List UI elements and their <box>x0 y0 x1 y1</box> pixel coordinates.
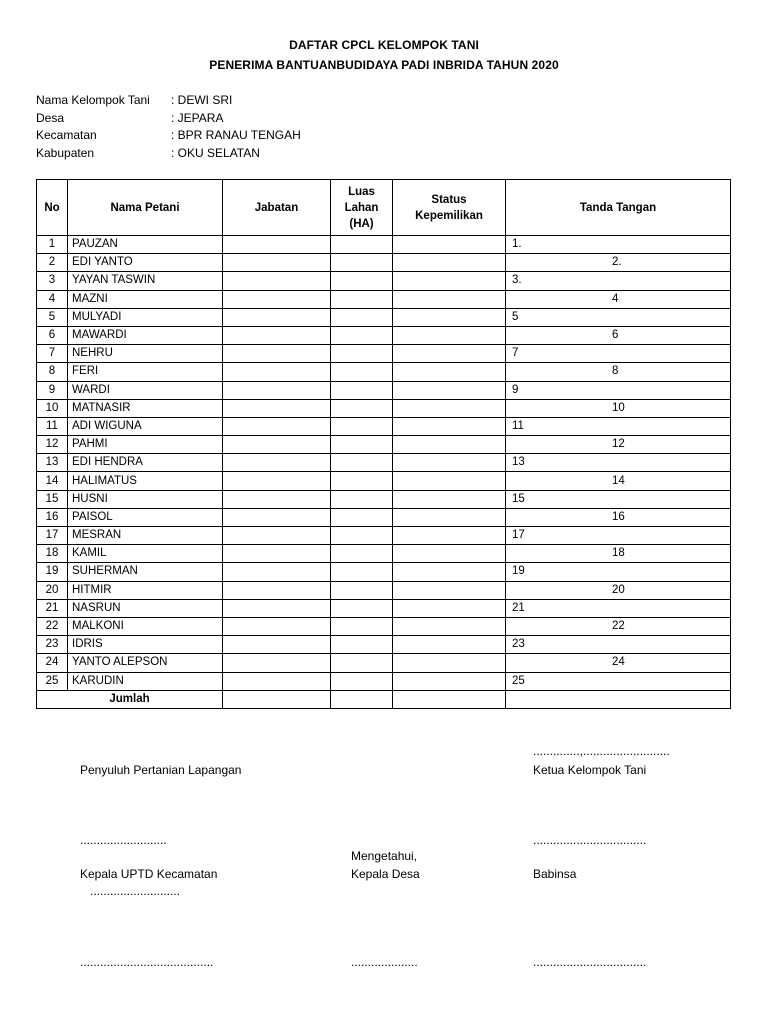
signature-cell: 23 <box>506 636 731 654</box>
row-number: 18 <box>37 545 68 563</box>
ownership-status-cell <box>393 617 506 635</box>
row-number: 11 <box>37 417 68 435</box>
signature-cell: 16 <box>506 508 731 526</box>
signature-cell: 24 <box>506 654 731 672</box>
land-area-cell <box>331 636 393 654</box>
table-row <box>37 326 731 344</box>
position-cell <box>223 617 331 635</box>
header-no: No <box>37 180 68 236</box>
info-row-district <box>36 127 301 145</box>
ownership-status-cell <box>393 654 506 672</box>
position-cell <box>223 672 331 690</box>
info-value: : OKU SELATAN <box>171 145 260 160</box>
farmer-name: EDI YANTO <box>68 254 223 272</box>
table-row <box>37 290 731 308</box>
farmer-name: HUSNI <box>68 490 223 508</box>
land-area-cell <box>331 654 393 672</box>
signature-cell: 6 <box>506 326 731 344</box>
farmer-name: MAWARDI <box>68 326 223 344</box>
table-row <box>37 454 731 472</box>
row-number: 22 <box>37 617 68 635</box>
farmer-name: ADI WIGUNA <box>68 417 223 435</box>
header-position: Jabatan <box>223 180 331 236</box>
position-cell <box>223 527 331 545</box>
ownership-status-cell <box>393 490 506 508</box>
position-cell <box>223 272 331 290</box>
farmer-name: PAHMI <box>68 436 223 454</box>
header-land-area <box>331 180 393 236</box>
row-number: 24 <box>37 654 68 672</box>
signature-cell: 17 <box>506 527 731 545</box>
row-number: 6 <box>37 326 68 344</box>
uptd-signature-line: ........................................ <box>80 955 214 969</box>
total-row <box>37 690 731 708</box>
land-area-cell <box>331 545 393 563</box>
table-row <box>37 636 731 654</box>
land-area-cell <box>331 399 393 417</box>
land-area-cell <box>331 672 393 690</box>
signature-cell: 7 <box>506 345 731 363</box>
table-row <box>37 436 731 454</box>
info-label: Kecamatan <box>36 128 97 142</box>
ownership-status-cell <box>393 472 506 490</box>
table-row <box>37 417 731 435</box>
group-info <box>36 92 301 162</box>
land-area-cell <box>331 381 393 399</box>
position-cell <box>223 508 331 526</box>
farmer-name: YANTO ALEPSON <box>68 654 223 672</box>
row-number: 3 <box>37 272 68 290</box>
row-number: 16 <box>37 508 68 526</box>
position-cell <box>223 454 331 472</box>
position-cell <box>223 654 331 672</box>
ownership-status-cell <box>393 290 506 308</box>
info-value: : JEPARA <box>171 110 224 125</box>
table-row <box>37 545 731 563</box>
land-area-cell <box>331 508 393 526</box>
kepala-desa-label: Kepala Desa <box>351 867 420 881</box>
row-number: 14 <box>37 472 68 490</box>
land-area-cell <box>331 527 393 545</box>
signature-cell: 13 <box>506 454 731 472</box>
row-number: 15 <box>37 490 68 508</box>
table-row <box>37 308 731 326</box>
position-cell <box>223 581 331 599</box>
farmer-name: PAISOL <box>68 508 223 526</box>
table-row <box>37 272 731 290</box>
signature-cell: 21 <box>506 599 731 617</box>
table-row <box>37 254 731 272</box>
row-number: 9 <box>37 381 68 399</box>
desa-signature-line: .................... <box>351 955 418 969</box>
ownership-status-cell <box>393 545 506 563</box>
position-cell <box>223 472 331 490</box>
ownership-status-cell <box>393 636 506 654</box>
position-cell <box>223 636 331 654</box>
row-number: 7 <box>37 345 68 363</box>
header-ownership-status-text: Status Kepemilikan <box>415 193 483 222</box>
table-row <box>37 672 731 690</box>
ownership-status-cell <box>393 308 506 326</box>
info-label: Nama Kelompok Tani <box>36 93 150 107</box>
ownership-status-cell <box>393 399 506 417</box>
row-number: 25 <box>37 672 68 690</box>
farmer-name: MAZNI <box>68 290 223 308</box>
farmer-name: HALIMATUS <box>68 472 223 490</box>
row-number: 8 <box>37 363 68 381</box>
farmer-name: KAMIL <box>68 545 223 563</box>
ownership-status-cell <box>393 272 506 290</box>
header-signature: Tanda Tangan <box>506 180 731 236</box>
position-cell <box>223 236 331 254</box>
signature-cell: 8 <box>506 363 731 381</box>
table-header-row <box>37 180 731 236</box>
signature-cell: 10 <box>506 399 731 417</box>
ppl-label: Penyuluh Pertanian Lapangan <box>80 763 242 777</box>
table-row <box>37 654 731 672</box>
total-label: Jumlah <box>37 690 223 708</box>
ownership-status-cell <box>393 254 506 272</box>
land-area-cell <box>331 326 393 344</box>
land-area-cell <box>331 472 393 490</box>
land-area-cell <box>331 272 393 290</box>
row-number: 12 <box>37 436 68 454</box>
info-label: Desa <box>36 110 65 125</box>
position-cell <box>223 436 331 454</box>
row-number: 19 <box>37 563 68 581</box>
land-area-cell <box>331 436 393 454</box>
ownership-status-cell <box>393 436 506 454</box>
table-row <box>37 508 731 526</box>
land-area-cell <box>331 617 393 635</box>
table-row <box>37 399 731 417</box>
land-area-cell <box>331 290 393 308</box>
row-number: 5 <box>37 308 68 326</box>
ownership-status-cell <box>393 345 506 363</box>
signature-cell: 11 <box>506 417 731 435</box>
farmer-name: KARUDIN <box>68 672 223 690</box>
table-row <box>37 563 731 581</box>
table-row <box>37 527 731 545</box>
position-cell <box>223 563 331 581</box>
signature-cell: 9 <box>506 381 731 399</box>
signature-cell: 15 <box>506 490 731 508</box>
signature-cell: 4 <box>506 290 731 308</box>
farmer-name: SUHERMAN <box>68 563 223 581</box>
land-area-cell <box>331 581 393 599</box>
position-cell <box>223 545 331 563</box>
table-row <box>37 581 731 599</box>
info-row-regency <box>36 145 301 163</box>
header-ownership-status <box>393 180 506 236</box>
farmer-name: NASRUN <box>68 599 223 617</box>
row-number: 23 <box>37 636 68 654</box>
ownership-status-cell <box>393 599 506 617</box>
signature-cell: 2. <box>506 254 731 272</box>
ownership-status-cell <box>393 236 506 254</box>
farmer-name: WARDI <box>68 381 223 399</box>
table-body <box>37 236 731 691</box>
signature-cell: 25 <box>506 672 731 690</box>
land-area-cell <box>331 454 393 472</box>
land-area-cell <box>331 236 393 254</box>
farmer-table <box>36 179 731 709</box>
signature-cell: 1. <box>506 236 731 254</box>
land-area-cell <box>331 345 393 363</box>
ownership-status-cell <box>393 527 506 545</box>
header-land-area-text: Luas Lahan (HA) <box>344 185 379 230</box>
info-row-village <box>36 110 301 128</box>
position-cell <box>223 490 331 508</box>
farmer-name: FERI <box>68 363 223 381</box>
mengetahui-label: Mengetahui, <box>351 849 418 863</box>
info-value: : DEWI SRI <box>171 93 233 107</box>
document-title: DAFTAR CPCL KELOMPOK TANI <box>289 38 479 52</box>
ownership-status-cell <box>393 672 506 690</box>
land-area-cell <box>331 363 393 381</box>
table-row <box>37 472 731 490</box>
farmer-name: PAUZAN <box>68 236 223 254</box>
farmer-name: MULYADI <box>68 308 223 326</box>
signature-cell: 22 <box>506 617 731 635</box>
header-farmer-name: Nama Petani <box>68 180 223 236</box>
signature-cell: 14 <box>506 472 731 490</box>
land-area-cell <box>331 563 393 581</box>
land-area-cell <box>331 599 393 617</box>
ownership-status-cell <box>393 581 506 599</box>
signature-cell: 5 <box>506 308 731 326</box>
position-cell <box>223 399 331 417</box>
table-row <box>37 236 731 254</box>
position-cell <box>223 363 331 381</box>
table-row <box>37 490 731 508</box>
position-cell <box>223 599 331 617</box>
ownership-status-cell <box>393 454 506 472</box>
babinsa-label: Babinsa <box>533 867 577 881</box>
land-area-cell <box>331 308 393 326</box>
signature-cell: 3. <box>506 272 731 290</box>
signature-cell: 20 <box>506 581 731 599</box>
ownership-status-cell <box>393 508 506 526</box>
position-cell <box>223 254 331 272</box>
uptd-extra-line: ........................... <box>90 884 181 898</box>
info-label: Kabupaten <box>36 145 95 160</box>
info-value: : BPR RANAU TENGAH <box>171 128 301 142</box>
farmer-name: MALKONI <box>68 617 223 635</box>
farmer-name: MATNASIR <box>68 399 223 417</box>
table-row <box>37 599 731 617</box>
total-cell-land-area <box>331 690 393 708</box>
row-number: 13 <box>37 454 68 472</box>
ketua-signature-line: .................................. <box>533 833 647 847</box>
position-cell <box>223 381 331 399</box>
kepala-uptd-label: Kepala UPTD Kecamatan <box>80 867 218 881</box>
date-line: ..............,.......................... <box>533 744 670 758</box>
ownership-status-cell <box>393 417 506 435</box>
farmer-name: IDRIS <box>68 636 223 654</box>
signature-cell: 19 <box>506 563 731 581</box>
signature-cell: 12 <box>506 436 731 454</box>
position-cell <box>223 417 331 435</box>
ketua-label: Ketua Kelompok Tani <box>533 763 647 777</box>
position-cell <box>223 345 331 363</box>
position-cell <box>223 290 331 308</box>
farmer-name: NEHRU <box>68 345 223 363</box>
table-row <box>37 617 731 635</box>
signature-cell: 18 <box>506 545 731 563</box>
farmer-name: EDI HENDRA <box>68 454 223 472</box>
ownership-status-cell <box>393 563 506 581</box>
position-cell <box>223 326 331 344</box>
total-cell-position <box>223 690 331 708</box>
ownership-status-cell <box>393 363 506 381</box>
document-subtitle: PENERIMA BANTUANBUDIDAYA PADI INBRIDA TAHUN 2020 <box>209 58 559 72</box>
farmer-name: MESRAN <box>68 527 223 545</box>
farmer-name: YAYAN TASWIN <box>68 272 223 290</box>
table-row <box>37 345 731 363</box>
land-area-cell <box>331 254 393 272</box>
farmer-name: HITMIR <box>68 581 223 599</box>
row-number: 10 <box>37 399 68 417</box>
row-number: 4 <box>37 290 68 308</box>
row-number: 17 <box>37 527 68 545</box>
row-number: 21 <box>37 599 68 617</box>
total-cell-signature <box>506 690 731 708</box>
land-area-cell <box>331 490 393 508</box>
ownership-status-cell <box>393 326 506 344</box>
position-cell <box>223 308 331 326</box>
table-row <box>37 363 731 381</box>
row-number: 2 <box>37 254 68 272</box>
ownership-status-cell <box>393 381 506 399</box>
total-cell-status <box>393 690 506 708</box>
row-number: 20 <box>37 581 68 599</box>
table-row <box>37 381 731 399</box>
row-number: 1 <box>37 236 68 254</box>
babinsa-signature-line: .................................. <box>533 955 647 969</box>
info-row-group-name <box>36 92 301 110</box>
land-area-cell <box>331 417 393 435</box>
ppl-signature-line: .......................... <box>80 833 167 847</box>
